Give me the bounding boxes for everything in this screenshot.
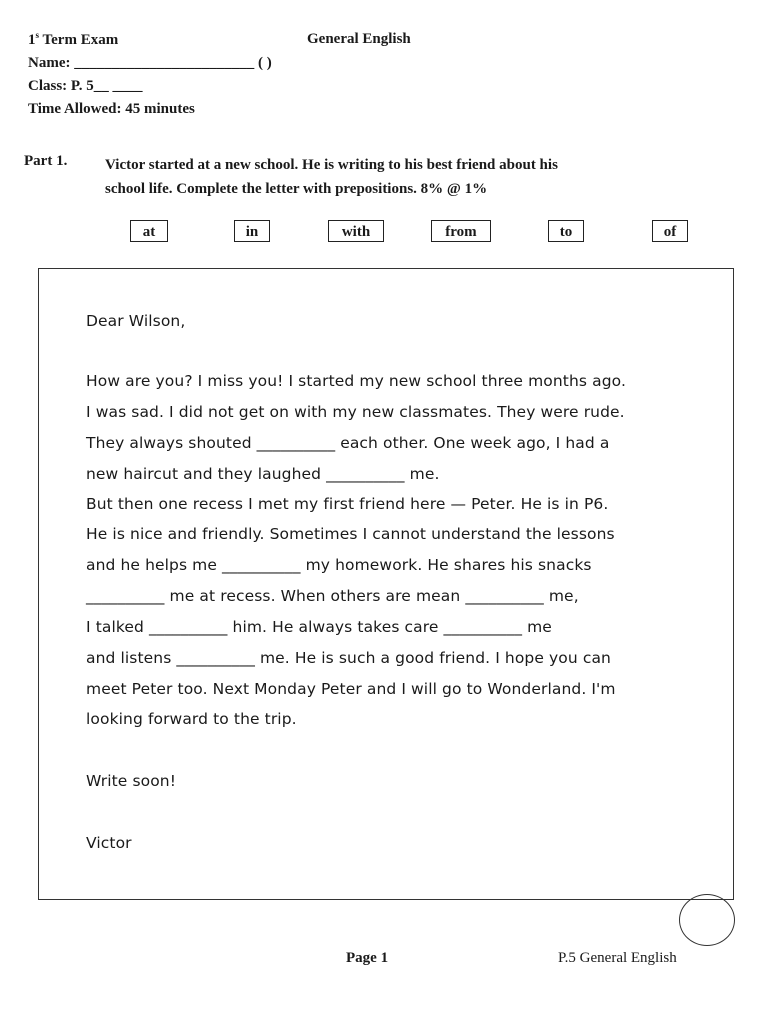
letter-box bbox=[38, 268, 734, 900]
word-bank-item: of bbox=[652, 220, 688, 242]
footer-subject: P.5 General English bbox=[558, 950, 677, 966]
letter-line: and listens __________ me. He is such a good friend. I hope you can bbox=[86, 649, 611, 667]
letter-line: and he helps me __________ my homework. He shares his snacks bbox=[86, 556, 592, 574]
exam-term-title: 1$^s$ Term Exam bbox=[28, 30, 119, 48]
letter-line: I was sad. I did not get on with my new classmates. They were rude. bbox=[86, 403, 625, 421]
instruction-line: Victor started at a new school. He is writing to his best friend about his bbox=[105, 157, 558, 173]
score-circle bbox=[679, 894, 735, 946]
word-bank-item: to bbox=[548, 220, 584, 242]
letter-line: meet Peter too. Next Monday Peter and I will go to Wonderland. I'm bbox=[86, 680, 616, 698]
letter-greeting: Dear Wilson, bbox=[86, 312, 186, 330]
letter-line: How are you? I miss you! I started my new school three months ago. bbox=[86, 372, 626, 390]
letter-line: new haircut and they laughed __________ me. bbox=[86, 465, 440, 483]
letter-signature: Victor bbox=[86, 834, 132, 852]
word-bank-item: with bbox=[328, 220, 384, 242]
class-field: Class: P. 5__ ____ bbox=[28, 78, 143, 94]
page-number: Page 1 bbox=[346, 950, 389, 966]
time-allowed: Time Allowed: 45 minutes bbox=[28, 101, 195, 117]
word-bank-item: in bbox=[234, 220, 270, 242]
letter-line: They always shouted __________ each other. One week ago, I had a bbox=[86, 434, 610, 452]
word-bank-item: at bbox=[130, 220, 168, 242]
instruction-line: school life. Complete the letter with prepositions. 8% @ 1% bbox=[105, 181, 488, 197]
letter-line: But then one recess I met my first friend here — Peter. He is in P6. bbox=[86, 495, 609, 513]
word-bank-item: from bbox=[431, 220, 491, 242]
part-instructions bbox=[105, 153, 705, 201]
name-field: Name: ________________________ ( ) bbox=[28, 55, 272, 71]
letter-line: looking forward to the trip. bbox=[86, 710, 297, 728]
subject-title: General English bbox=[307, 31, 411, 47]
letter-line: I talked __________ him. He always takes care __________ me bbox=[86, 618, 552, 636]
letter-closing: Write soon! bbox=[86, 772, 177, 790]
letter-line: __________ me at recess. When others are mean __________ me, bbox=[86, 587, 579, 605]
part-label: Part 1. bbox=[24, 153, 68, 169]
letter-line: He is nice and friendly. Sometimes I cannot understand the lessons bbox=[86, 525, 615, 543]
